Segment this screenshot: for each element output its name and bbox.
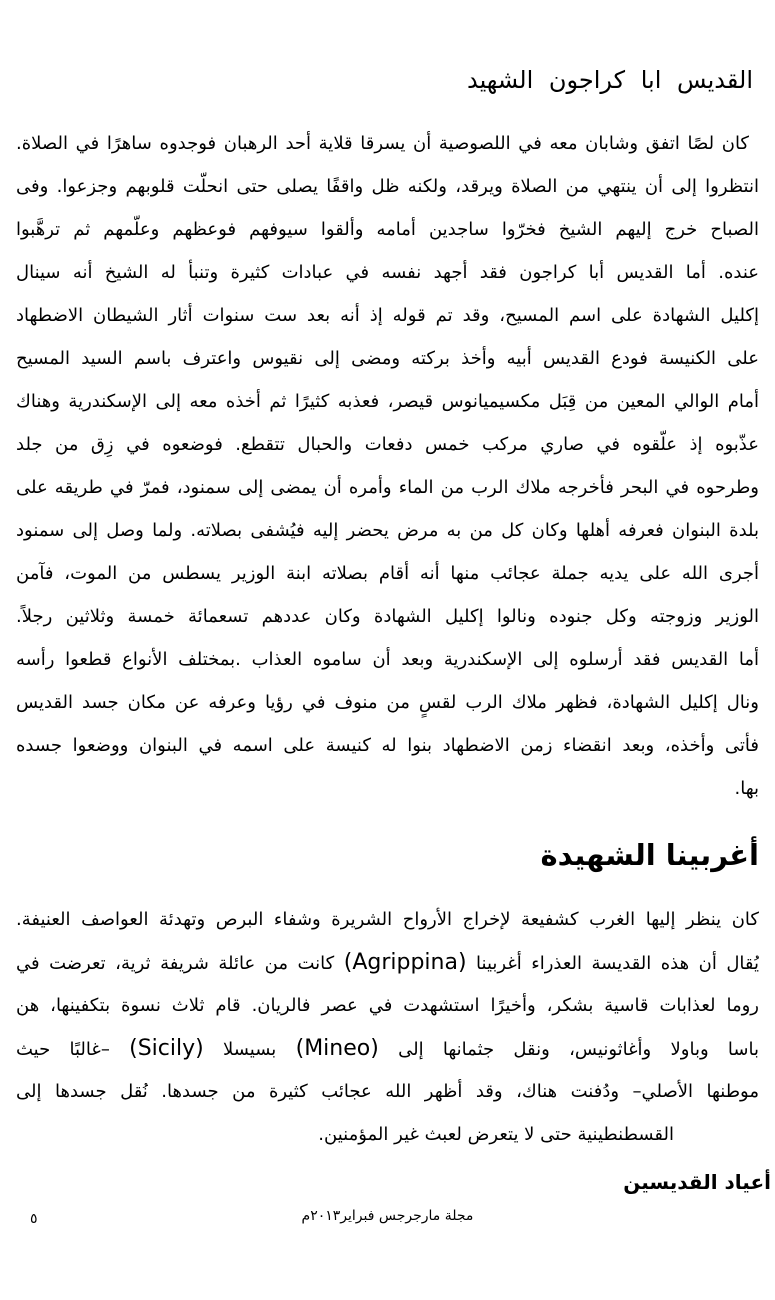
article1-line-3: الصباح خرج إليهم الشيخ فخرّوا ساجدين أمامه وألقوا سيوفهم فوعظهم وعلّمهم ثم ترهَّبوا (16, 219, 759, 240)
article1-line-10: بلدة البنوان فعرفه أهلها وكان كل من به مرض يحضر إليه فيُشفى بصلاته. ولما وصل إلى سمنود (16, 520, 759, 541)
article2-line-5: موطنها الأصلي– ودُفنت هناك، وقد أظهر الله عجائب كثيرة من جسدها. نُقل جسدها إلى (16, 1081, 759, 1102)
article1-line-13: أما القديس فقد أرسلوه إلى الإسكندرية وبعد أن ساموه العذاب .بمختلف الأنواع قطعوا رأسه (16, 649, 759, 670)
latin-term: (Agrippina) (343, 950, 467, 975)
article2-line-6: القسطنطينية حتى لا يتعرض لعبث غير المؤمنين. (318, 1124, 674, 1145)
article1-line-2: انتظروا إلى أن ينتهي من الصلاة ويرقد، ولكنه ظل واقفًا يصلى حتى انحلّت قلوبهم وجزعوا. وفى (16, 176, 759, 197)
article1-line-15: فأتى وأخذه، وبعد انقضاء زمن الاضطهاد بنوا له كنيسة على اسمه في البنوان ووضعوا جسده (16, 735, 759, 756)
article1-line-1: كان لصًا اتفق وشابان معه في اللصوصية أن يسرقا قلاية أحد الرهبان فوجدوه ساهرًا في الصلاة. (16, 133, 749, 154)
latin-term: (Sicily) (129, 1036, 204, 1061)
article2-line-4: باسا وباولا وأغاثونيس، ونقل جثمانها إلى (Mineo) بسيسلا (Sicily) –غالبًا حيث (16, 1036, 759, 1061)
article2-line-3: روما لعذابات قاسية بشكر، وأخيرًا استشهدت في عصر فالريان. قام ثلاث نسوة بتكفينها، هن (16, 995, 759, 1016)
article2-line-1: كان ينظر إليها الغرب كشفيعة لإخراج الأرواح الشريرة وشفاء البرص وتهدئة العواصف العنيفة. (16, 909, 759, 930)
article1-line-5: إكليل الشهادة على اسم المسيح، وقد تم قوله إذ أنه بعد ست سنوات أثار الشيطان الاضطهاد (16, 305, 759, 326)
article1-line-16: بها. (734, 778, 759, 799)
section-heading: أعياد القديسين (623, 1170, 771, 1194)
footer-journal-title: مجلة مارجرجس فبراير٢٠١٣م (301, 1208, 474, 1224)
article1-line-4: عنده. أما القديس أبا كراجون فقد أجهد نفسه في عبادات كثيرة وتنبأ له الشيخ أنه سينال (16, 262, 759, 283)
article2-title: أغربينا الشهيدة (540, 838, 759, 872)
article1-line-7: أمام الوالي المعين من قِبَل مكسيميانوس قيصر، فعذبه كثيرًا ثم أخذه معه إلى الإسكندرية وهناك (16, 391, 759, 412)
article1-line-14: ونال إكليل الشهادة، فظهر ملاك الرب لقسٍ من منوف في رؤيا وعرفه عن مكان جسد القديس (16, 692, 759, 713)
article1-body (16, 122, 759, 810)
footer-page-number: ٥ (30, 1211, 38, 1227)
article1-line-9: وطرحوه في البحر فأخرجه ملاك الرب من الماء وأمره أن يمضى إلى سمنود، فمرّ في طريقه على (16, 477, 759, 498)
latin-term: (Mineo) (295, 1036, 379, 1061)
article2-line-2: يُقال أن هذه القديسة العذراء أغربينا (Agrippina) كانت من عائلة شريفة ثرية، تعرضت في (16, 950, 759, 975)
article1-title: القديس ابا كراجون الشهيد (466, 66, 753, 94)
article2-body (16, 898, 759, 1156)
article1-line-12: الوزير وزوجته وكل جنوده ونالوا إكليل الشهادة وكان عددهم تسعمائة خمسة وثلاثين رجلاً. (16, 606, 759, 627)
article1-line-6: على الكنيسة فودع القديس أبيه وأخذ بركته ومضى إلى نقيوس واعترف باسم السيد المسيح (16, 348, 759, 369)
article1-line-8: عذّبوه إذ علّقوه في صاري مركب خمس دفعات والحبال تتقطع. فوضعوه في زِق من جلد (16, 434, 759, 455)
article1-line-11: أجرى الله على يديه جملة عجائب منها أنه أقام بصلاته ابنة الوزير يسطس من الموت، فآمن (16, 563, 759, 584)
